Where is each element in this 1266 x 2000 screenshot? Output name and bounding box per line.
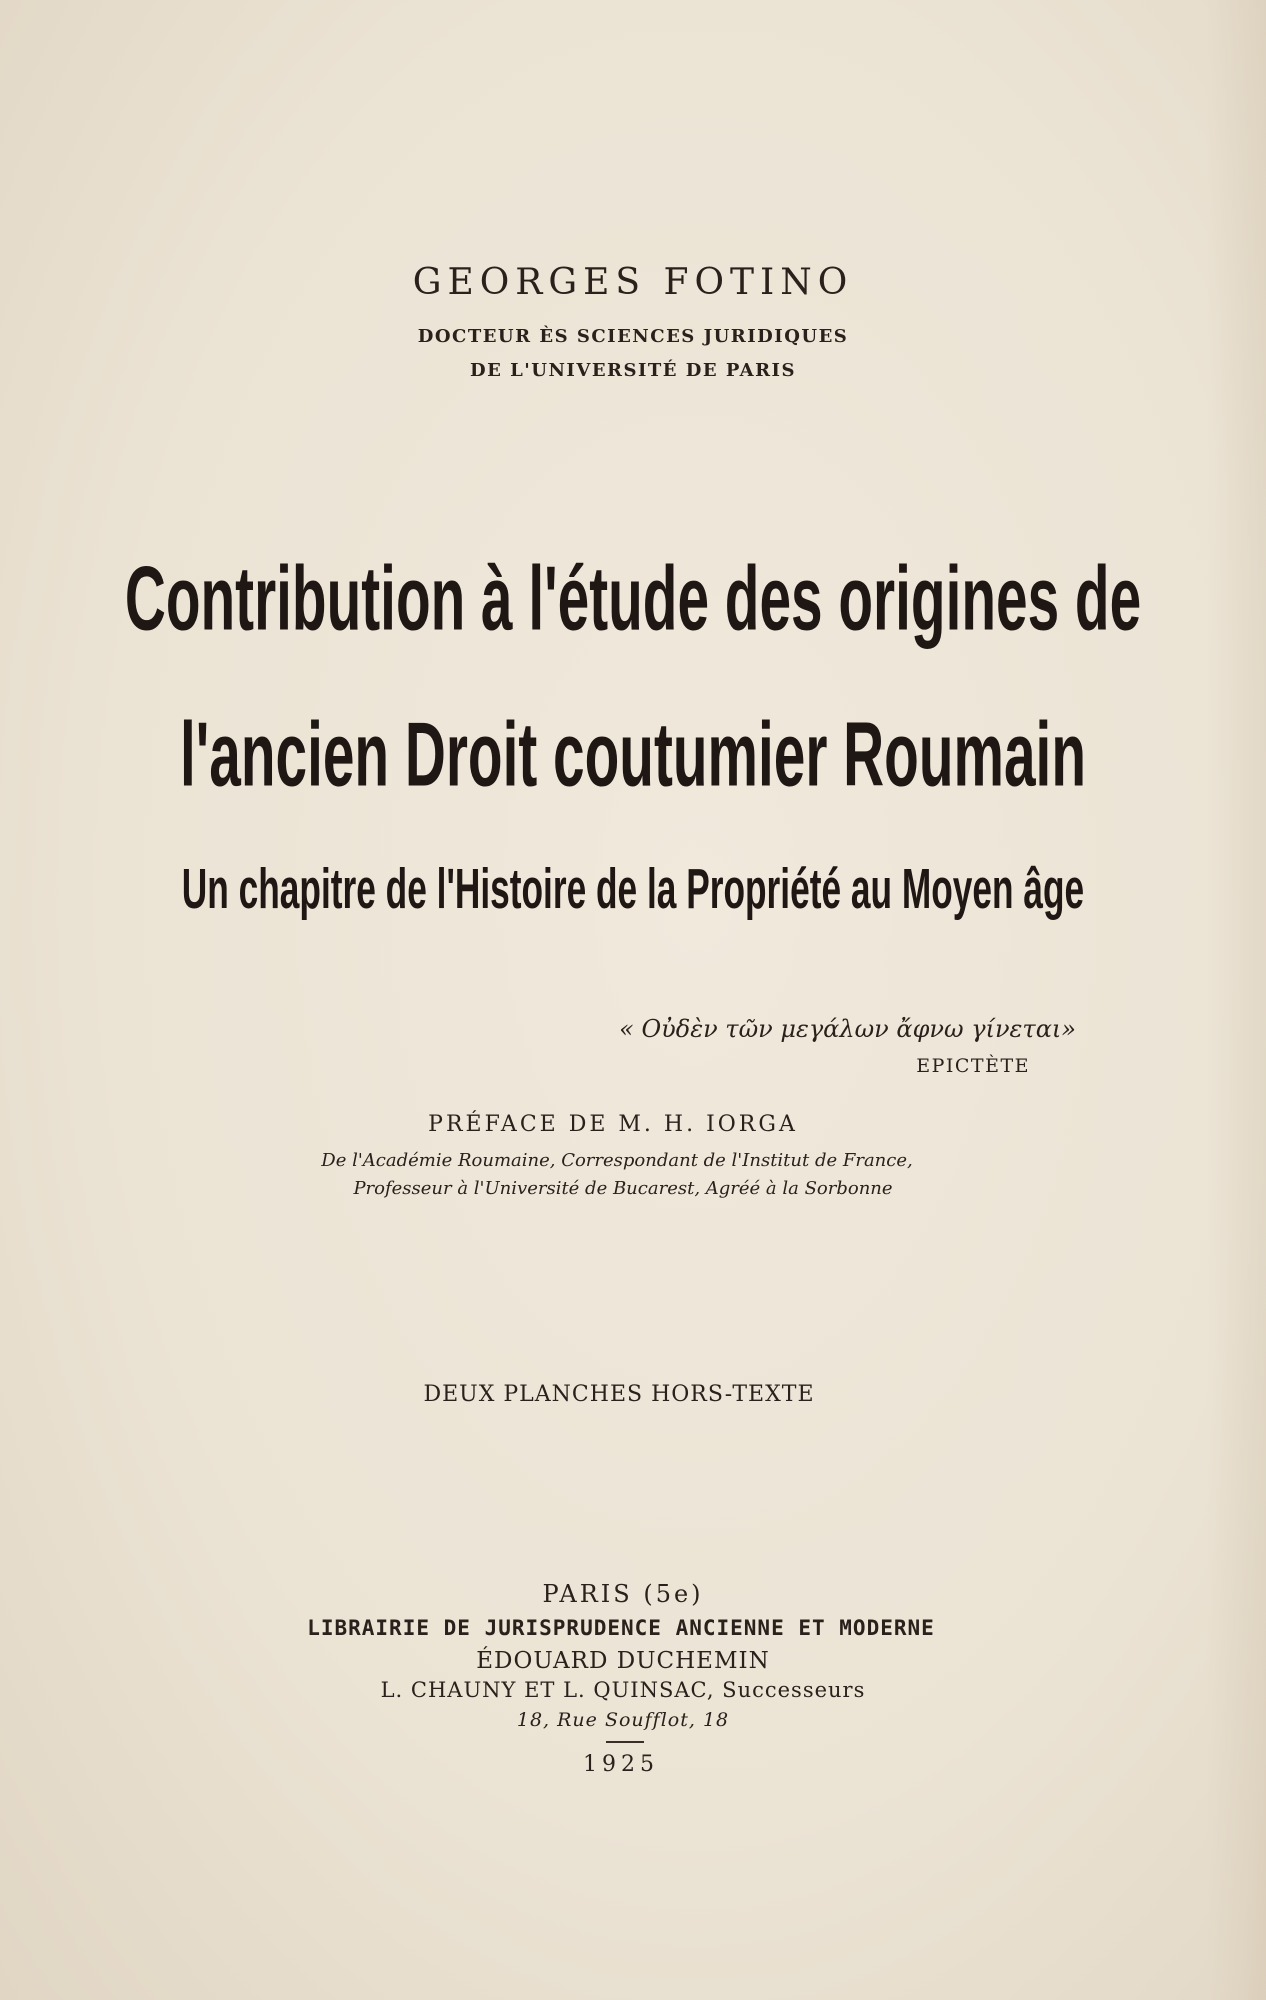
preface-affiliation-2: Professeur à l'Université de Bucarest, Agréé à la Sorbonne — [353, 1178, 893, 1199]
preface-line: PRÉFACE DE M. H. IORGA — [428, 1112, 798, 1137]
imprint-address: 18, Rue Soufflot, 18 — [516, 1709, 730, 1731]
author-degree-line1: DOCTEUR ÈS SCIENCES JURIDIQUES — [417, 326, 849, 347]
imprint-editor: ÉDOUARD DUCHEMIN — [476, 1648, 770, 1674]
imprint-successors: L. CHAUNY ET L. QUINSAC, Successeurs — [380, 1678, 866, 1702]
preface-affiliation-1: De l'Académie Roumaine, Correspondant de l'Institut de France, — [321, 1150, 913, 1171]
imprint-city: PARIS (5e) — [542, 1580, 704, 1608]
epigraph-quote: « Οὐδὲν τῶν μεγάλων ἄφνω γίνεται» — [619, 1015, 1076, 1043]
epigraph-source: EPICTÈTE — [916, 1055, 1030, 1077]
author-degree-line2: DE L'UNIVERSITÉ DE PARIS — [470, 360, 796, 381]
plates-note: DEUX PLANCHES HORS-TEXTE — [423, 1382, 815, 1407]
imprint-divider — [606, 1741, 644, 1743]
author-name: GEORGES FOTINO — [412, 262, 854, 303]
book-title-line2: l'ancien Droit coutumier Roumain — [179, 702, 1087, 806]
book-title-line1: Contribution à l'étude des origines de — [124, 546, 1142, 650]
book-subtitle: Un chapitre de l'Histoire de la Propriété au Moyen âge — [181, 856, 1085, 920]
imprint-publisher: LIBRAIRIE DE JURISPRUDENCE ANCIENNE ET MODERNE — [307, 1616, 935, 1640]
imprint-year: 1925 — [583, 1752, 659, 1777]
